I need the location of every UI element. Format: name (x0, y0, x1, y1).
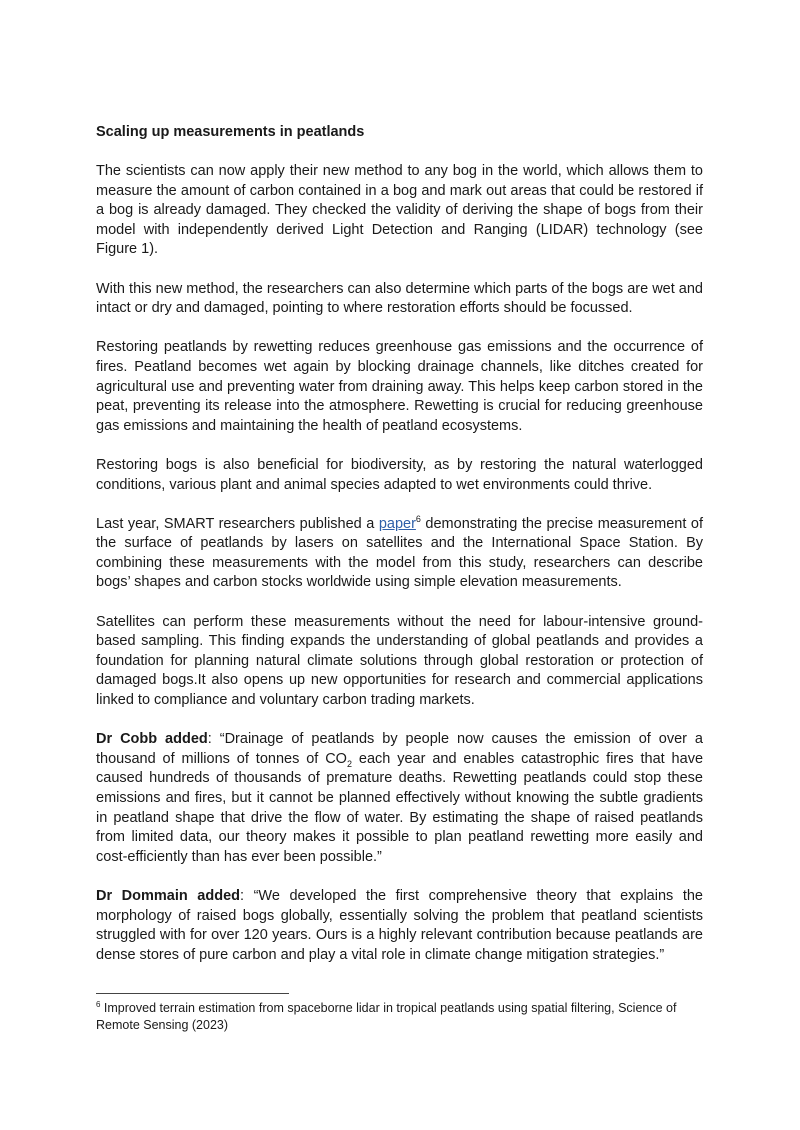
paragraph-rewetting: Restoring peatlands by rewetting reduces greenhouse gas emissions and the occurrence of fires. Peatland becomes wet again by blocking drainage channels, like ditches created for agricultural use and preventing water from draining away. This helps keep carbon stored in the peat, preventing its release into the atmosphere. Rewetting is crucial for reducing greenhouse gas emissions and maintaining the health of peatland ecosystems. (96, 339, 703, 434)
paragraph-text: demonstrating the precise measurement of the surface of peatlands by lasers on satellites and the International Space Station. By combining these measurements with the model from this study, researchers can describe bogs’ shapes and carbon stocks worldwide using simple elevation measurements. (96, 515, 703, 591)
speaker-name: Dr Cobb added (96, 731, 208, 748)
quote-text: : “We developed the first comprehensive theory that explains the morphology of raised bogs globally, essentially solving the problem that peatland scientists struggled with for over 120 years. Ours is a highly relevant contribution because peatlands are dense stores of pure carbon and play a vital role in climate change mitigation strategies.” (96, 887, 703, 963)
footnote-divider (96, 993, 289, 994)
paragraph-satellite-paper (96, 515, 703, 593)
paper-link[interactable]: paper (378, 515, 416, 532)
footnote-text: Improved terrain estimation from spaceborne lidar in tropical peatlands using spatial filtering, Science of Remote Sensing (2023) (96, 1001, 677, 1032)
footnote (96, 1000, 696, 1034)
quote-cobb (96, 730, 703, 867)
paragraph-wet-dry: With this new method, the researchers can also determine which parts of the bogs are wet and intact or dry and damaged, pointing to where restoration efforts should be focussed. (96, 280, 703, 317)
paragraph-satellites: Satellites can perform these measurements without the need for labour-intensive ground-based sampling. This finding expands the understanding of global peatlands and provides a foundation for planning natural climate solutions through global restoration or protection of damaged bogs.It also opens up new opportunities for research and commercial applications linked to compliance and voluntary carbon trading markets. (96, 613, 703, 709)
paragraph-new-method: The scientists can now apply their new method to any bog in the world, which allows them to measure the amount of carbon contained in a bog and mark out areas that could be restored if a bog is already damaged. They checked the validity of deriving the shape of bogs from their model with independently derived Light Detection and Ranging (LIDAR) technology (see Figure 1). (96, 163, 703, 258)
quote-text: each year and enables catastrophic fires that have caused hundreds of thousands of premature deaths. Rewetting peatlands could stop these emissions and fires, but it cannot be planned effectively without knowing the subtle gradients in peatland shape that drive the flow of water. By estimating the shape of raised peatlands from limited data, our theory makes it possible to plan peatland rewetting more easily and cost-efficiently than has ever been possible.” (96, 750, 704, 865)
document-body (96, 122, 703, 985)
footnote-number: 6 (96, 999, 101, 1009)
quote-dommain (96, 887, 703, 965)
quote-text: : “Drainage of peatlands by people now causes the emission of over a thousand of millions of tonnes of CO (96, 731, 703, 767)
paragraph-text: Last year, SMART researchers published a (96, 515, 379, 532)
speaker-name: Dr Dommain added (96, 887, 240, 904)
subscript: 2 (346, 758, 352, 769)
footnote-ref[interactable]: 6 (415, 513, 421, 524)
paragraph-biodiversity: Restoring bogs is also beneficial for biodiversity, as by restoring the natural waterlogged conditions, various plant and animal species adapted to wet environments could thrive. (96, 456, 703, 493)
section-heading: Scaling up measurements in peatlands (96, 124, 365, 140)
